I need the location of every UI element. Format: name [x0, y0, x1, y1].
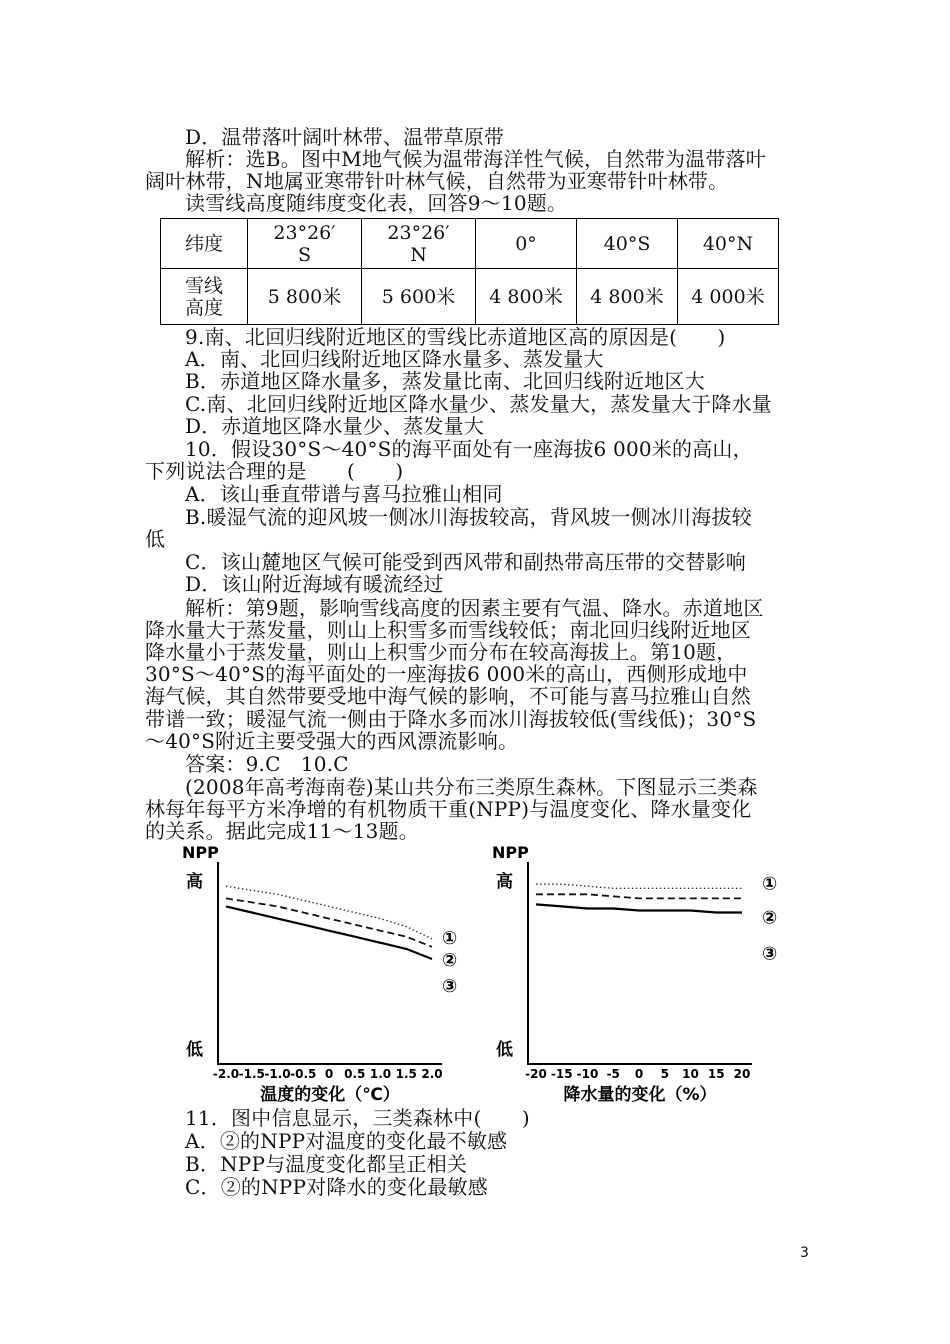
table-cell: 23°26′ S	[248, 219, 362, 269]
analysis-line: 30°S～40°S的海平面处的一座海拔6 000米的高山，西侧形成地中	[145, 662, 748, 686]
y-axis-high-label: 高	[186, 872, 203, 892]
table-intro: 读雪线高度随纬度变化表，回答9～10题。	[185, 191, 568, 215]
option-d-previous: D．温带落叶阔叶林带、温带草原带	[185, 125, 505, 149]
x-tick-label: -0.5	[290, 1067, 317, 1081]
x-tick-label: -1.0	[264, 1067, 291, 1081]
y-axis-low-label: 低	[496, 1040, 513, 1060]
x-axis-label: 降水量的变化（%）	[563, 1085, 717, 1102]
question-11-stem: 11．图中信息显示，三类森林中( )	[185, 1106, 530, 1130]
analysis-line: 带谱一致；暖湿气流一侧由于降水多而冰川海拔较低(雪线低)；30°S	[145, 707, 757, 731]
question-10-stem: 下列说法合理的是 ( )	[145, 459, 404, 483]
series-line-1	[536, 884, 742, 888]
question-9-option-a: A．南、北回归线附近地区降水量多、蒸发量大	[185, 347, 604, 371]
x-tick-label: -15	[550, 1067, 573, 1081]
npp-temperature-svg	[180, 842, 470, 1102]
x-tick-label: 2.0	[421, 1067, 443, 1081]
question-9-option-b: B．赤道地区降水量多，蒸发量比南、北回归线附近地区大	[185, 369, 705, 393]
question-10-option-d: D．该山附近海域有暖流经过	[185, 572, 444, 596]
table-cell: 0°	[476, 219, 577, 269]
y-axis-label: NPP	[492, 843, 529, 862]
intro-line: (2008年高考海南卷)某山共分布三类原生森林。下图显示三类森	[185, 775, 758, 799]
analysis-line: ～40°S附近主要受强大的西风漂流影响。	[145, 729, 519, 753]
table-cell: 40°N	[678, 219, 779, 269]
analysis-line: 降水量大于蒸发量，则山上积雪多而雪线较低；南北回归线附近地区	[145, 618, 751, 642]
table-row	[161, 269, 779, 325]
question-9-option-d: D．赤道地区降水量少、蒸发量大	[185, 414, 485, 438]
x-tick-label: -20	[525, 1067, 547, 1081]
question-11-option-b: B．NPP与温度变化都呈正相关	[185, 1152, 468, 1176]
series-label-2: ②	[442, 949, 458, 971]
series-label-1: ①	[762, 873, 778, 895]
x-tick-label: 0.5	[344, 1067, 366, 1081]
table-cell: 4 800米	[476, 269, 577, 325]
series-line-2	[226, 898, 432, 946]
x-tick-label: 0	[324, 1067, 334, 1081]
npp-precipitation-chart	[490, 842, 780, 1102]
analysis-line: 阔叶林带，N地属亚寒带针叶林气候，自然带为亚寒带针叶林带。	[145, 169, 729, 193]
question-10-option-a: A．该山垂直带谱与喜马拉雅山相同	[185, 482, 503, 506]
chart-axes	[528, 862, 752, 1064]
x-tick-label: 15	[707, 1067, 725, 1081]
series-line-3	[536, 904, 742, 912]
analysis-line: 海气候，其自然带要受地中海气候的影响，不可能与喜马拉雅山自然	[145, 684, 751, 708]
question-10-stem: 10．假设30°S～40°S的海平面处有一座海拔6 000米的高山，	[185, 437, 753, 461]
x-tick-label: 0	[634, 1067, 644, 1081]
y-axis-high-label: 高	[496, 872, 513, 892]
x-tick-label: 5	[660, 1067, 669, 1081]
table-header-latitude: 纬度	[161, 219, 248, 269]
x-tick-label: 1.5	[395, 1067, 417, 1081]
answer-line: 答案：9.C 10.C	[185, 752, 349, 776]
x-tick-label: -5	[606, 1067, 620, 1081]
snowline-table	[160, 218, 779, 325]
x-axis-label: 温度的变化（℃）	[260, 1085, 400, 1102]
x-tick-label: -10	[576, 1067, 599, 1081]
question-9-option-c: C.南、北回归线附近地区降水量少、蒸发量大，蒸发量大于降水量	[185, 392, 772, 416]
series-label-2: ②	[762, 907, 778, 929]
x-tick-label: 10	[682, 1067, 699, 1081]
y-axis-label: NPP	[182, 843, 219, 862]
series-label-3: ③	[442, 975, 458, 997]
question-10-option-c: C．该山麓地区气候可能受到西风带和副热带高压带的交替影响	[185, 550, 746, 574]
table-row	[161, 219, 779, 269]
page-number: 3	[800, 1245, 809, 1261]
analysis-line: 解析：选B。图中M地气候为温带海洋性气候，自然带为温带落叶	[185, 147, 766, 171]
analysis-line: 解析：第9题，影响雪线高度的因素主要有气温、降水。赤道地区	[185, 596, 764, 620]
x-tick-label: -2.0	[212, 1067, 240, 1081]
x-tick-label: 1.0	[369, 1067, 392, 1081]
intro-line: 林每年每平方米净增的有机物质干重(NPP)与温度变化、降水量变化	[145, 797, 752, 821]
table-cell: 5 800米	[248, 269, 362, 325]
x-tick-label: 20	[733, 1067, 751, 1081]
series-label-3: ③	[762, 943, 778, 965]
npp-precipitation-svg	[490, 842, 780, 1102]
question-10-option-b: 低	[145, 527, 166, 551]
x-tick-label: -1.5	[238, 1067, 265, 1081]
table-cell: 4 000米	[678, 269, 779, 325]
chart-axes	[218, 862, 442, 1064]
question-11-option-c: C．②的NPP对降水的变化最敏感	[185, 1175, 488, 1199]
series-line-2	[536, 894, 742, 898]
question-9-stem: 9.南、北回归线附近地区的雪线比赤道地区高的原因是( )	[185, 325, 726, 349]
analysis-line: 降水量小于蒸发量，则山上积雪少而分布在较高海拔上。第10题，	[145, 640, 737, 664]
intro-line: 的关系。据此完成11～13题。	[145, 819, 419, 843]
table-cell: 23°26′ N	[362, 219, 476, 269]
npp-temperature-chart	[180, 842, 470, 1102]
question-11-option-a: A．②的NPP对温度的变化最不敏感	[185, 1129, 508, 1153]
table-cell: 5 600米	[362, 269, 476, 325]
series-line-3	[226, 906, 432, 959]
table-header-snowline: 雪线 高度	[161, 269, 248, 325]
question-10-option-b: B.暖湿气流的迎风坡一侧冰川海拔较高，背风坡一侧冰川海拔较	[185, 505, 752, 529]
table-cell: 40°S	[577, 219, 678, 269]
table-cell: 4 800米	[577, 269, 678, 325]
series-label-1: ①	[442, 927, 458, 949]
y-axis-low-label: 低	[186, 1040, 203, 1060]
